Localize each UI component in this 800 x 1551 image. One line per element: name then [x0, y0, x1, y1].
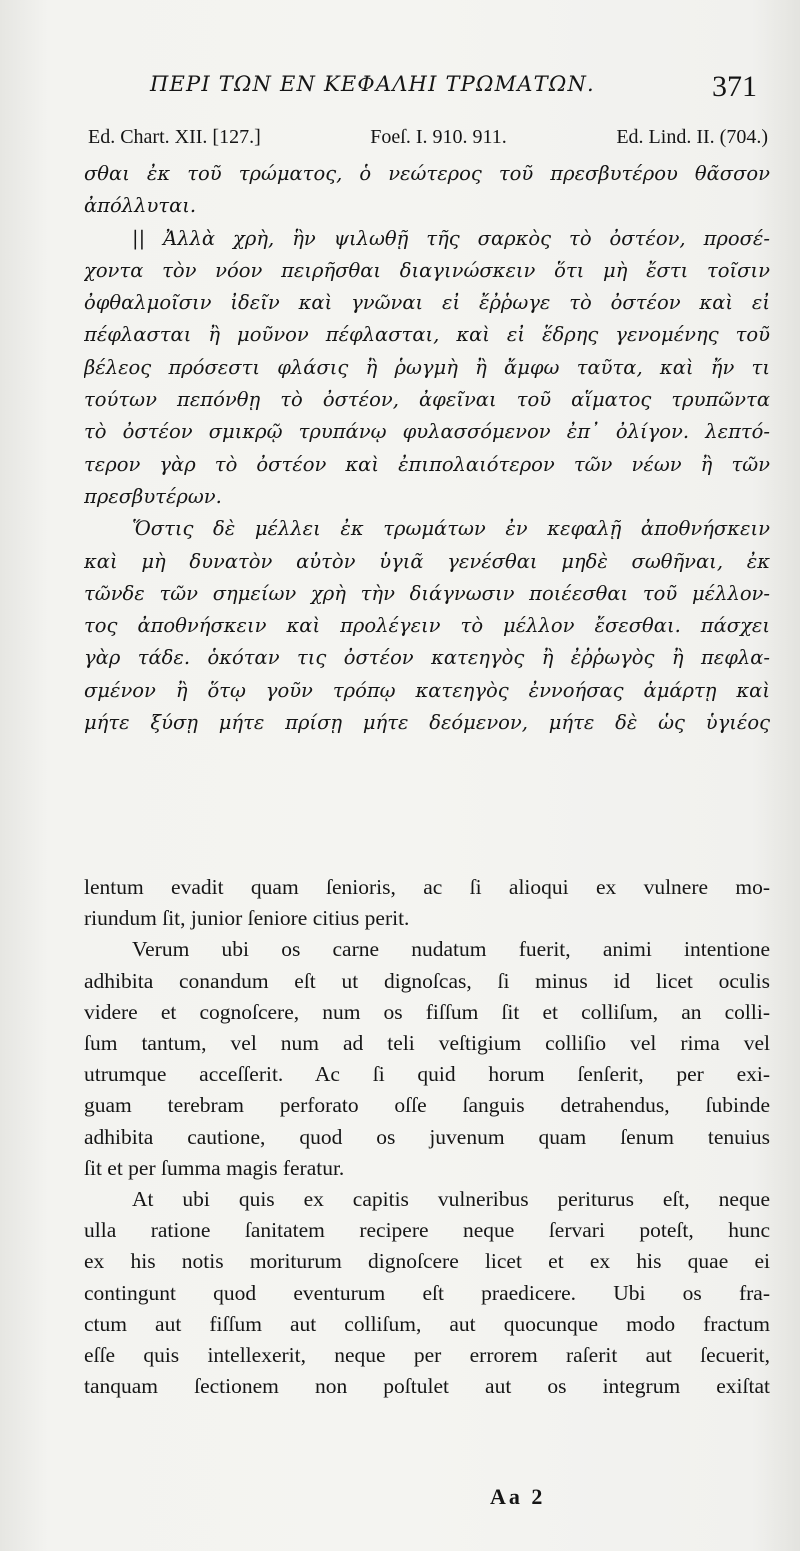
latin-line: ulla ratione ſanitatem recipere neque ſervari poteſt, hunc	[84, 1218, 770, 1243]
edition-references	[88, 126, 768, 149]
latin-line: ſum tantum, vel num ad teli veſtigium colliſio vel rima vel	[84, 1031, 770, 1056]
latin-line: utrumque acceſſerit. Ac ſi quid horum ſenſerit, per exi-	[84, 1062, 770, 1087]
greek-line: σμένον ἢ ὅτῳ γοῦν τρόπῳ κατεηγὸς ἐννοήσας ἁμάρτῃ καὶ	[84, 678, 770, 702]
latin-line: eſſe quis intellexerit, neque per errorem raſerit aut ſecuerit,	[84, 1343, 770, 1368]
latin-line: adhibita conandum eſt ut dignoſcas, ſi minus id licet oculis	[84, 968, 770, 993]
greek-line: καὶ μὴ δυνατὸν αὐτὸν ὑγιᾶ γενέσθαι μηδὲ σωθῆναι, ἐκ	[84, 549, 770, 573]
latin-line: adhibita cautione, quod os juvenum quam ſenum tenuius	[84, 1124, 770, 1149]
latin-line: ctum aut fiſſum aut colliſum, aut quocunque modo fractum	[84, 1311, 770, 1336]
latin-line: Verum ubi os carne nudatum fuerit, animi intentione	[132, 937, 770, 962]
greek-line: σθαι ἐκ τοῦ τρώματος, ὁ νεώτερος τοῦ πρεσβυτέρου θᾶσσον	[84, 162, 770, 185]
greek-line: πέφλασται ἢ μοῦνον πέφλασται, καὶ εἰ ἕδρης γενομένης τοῦ	[84, 323, 770, 347]
latin-line: tanquam ſectionem non poſtulet aut os integrum exiſtat	[84, 1374, 770, 1399]
greek-line: βέλεος πρόσεστι φλάσις ἢ ῥωγμὴ ἢ ἄμφω ταῦτα, καὶ ἤν τι	[84, 355, 770, 379]
latin-line: contingunt quod eventurum eſt praedicere. Ubi os fra-	[84, 1280, 770, 1305]
greek-line: || Ἀλλὰ χρὴ, ἣν ψιλωθῇ τῆς σαρκὸς τὸ ὀστέον, προσέ-	[132, 226, 770, 250]
greek-line: μήτε ξύσῃ μήτε πρίσῃ μήτε δεόμενον, μήτε δὲ ὡς ὑγιέος	[84, 711, 770, 735]
latin-line: videre et cognoſcere, num os fiſſum ſit et colliſum, an colli-	[84, 999, 770, 1024]
greek-line: ἀπόλλυται.	[84, 194, 197, 218]
page-number: 371	[712, 70, 757, 103]
greek-line: ὀφθαλμοῖσιν ἰδεῖν καὶ γνῶναι εἰ ἔῤῥωγε τὸ ὀστέον καὶ εἰ	[84, 291, 770, 315]
edition-chart: Ed. Chart. XII. [127.]	[88, 126, 261, 148]
greek-text	[84, 158, 770, 739]
edition-lind: Ed. Lind. II. (704.)	[616, 126, 768, 148]
latin-line: lentum evadit quam ſenioris, ac ſi alioqui ex vulnere mo-	[84, 875, 770, 899]
latin-line: ſit et per ſumma magis feratur.	[84, 1155, 345, 1180]
latin-line: At ubi quis ex capitis vulneribus periturus eſt, neque	[132, 1187, 770, 1212]
greek-line: γὰρ τάδε. ὁκόταν τις ὀστέον κατεηγὸς ἢ ἐῤῥωγὸς ἢ πεφλα-	[84, 646, 770, 670]
greek-line: χοντα τὸν νόον πειρῆσθαι διαγινώσκειν ὅτι μὴ ἔστι τοῖσιν	[84, 258, 770, 282]
greek-line: πρεσβυτέρων.	[84, 484, 222, 508]
running-head: ΠΕΡΙ ΤΩΝ ΕΝ ΚΕΦΑΛΗΙ ΤΡΩΜΑΤΩΝ.	[150, 72, 595, 96]
latin-line: riundum ſit, junior ſeniore citius perit.	[84, 906, 410, 931]
greek-line: τος ἀποθνήσκειν καὶ προλέγειν τὸ μέλλον ἔσεσθαι. πάσχει	[84, 614, 770, 638]
greek-line: τῶνδε τῶν σημείων χρὴ τὴν διάγνωσιν ποιέεσθαι τοῦ μέλλον-	[84, 581, 770, 605]
greek-line: Ὅστις δὲ μέλλει ἐκ τρωμάτων ἐν κεφαλῇ ἀποθνήσκειν	[132, 517, 770, 541]
greek-line: τερον γὰρ τὸ ὀστέον καὶ ἐπιπολαιότερον τῶν νέων ἢ τῶν	[84, 452, 770, 476]
latin-line: ex his notis moriturum dignoſcere licet et ex his quae ei	[84, 1249, 770, 1274]
edition-foes: Foeſ. I. 910. 911.	[370, 126, 507, 148]
latin-text	[84, 872, 770, 1402]
signature-mark: Aa 2	[490, 1484, 546, 1509]
greek-line: τὸ ὀστέον σμικρῷ τρυπάνῳ φυλασσόμενον ἐπ᾽ ὀλίγον. λεπτό-	[84, 420, 770, 444]
latin-line: guam terebram perforato oſſe ſanguis detrahendus, ſubinde	[84, 1093, 770, 1118]
greek-line: τούτων πεπόνθῃ τὸ ὀστέον, ἀφεῖναι τοῦ αἵματος τρυπῶντα	[84, 388, 770, 412]
